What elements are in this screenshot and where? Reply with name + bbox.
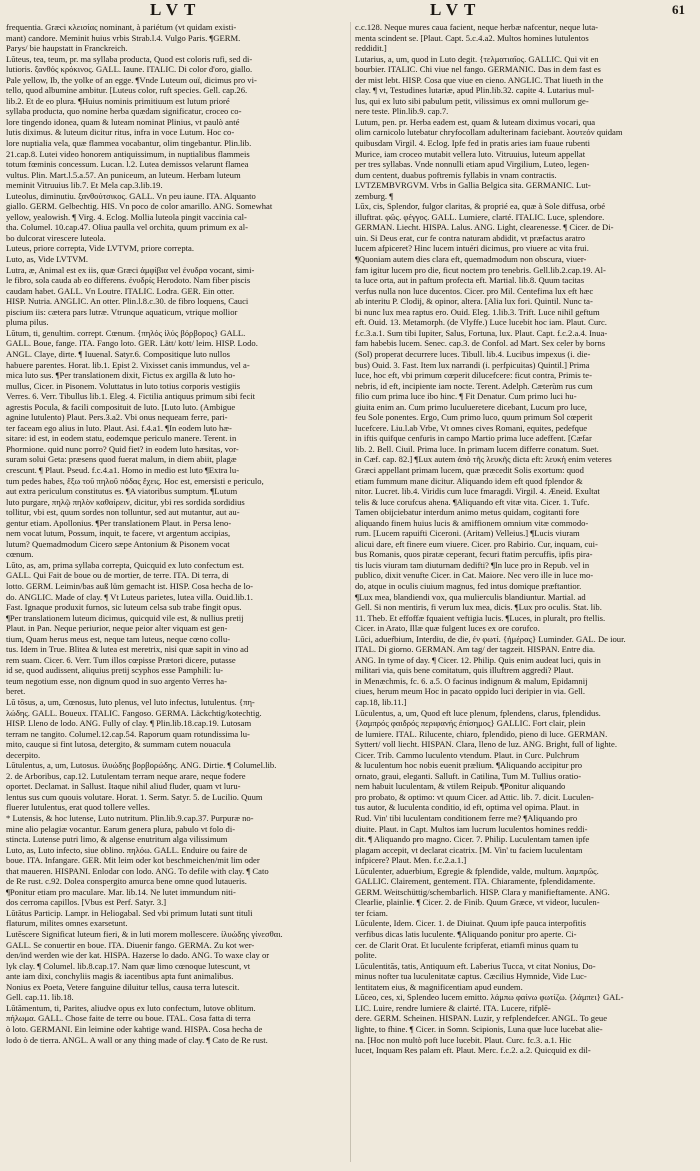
text-line: Lutēscere Significat luteum fieri, & in luti morem mollescere. ἰλυώδης γίνεσθαι.: [6, 929, 283, 940]
text-line: mito, cauque si fint lutosa, detergito, & summam cutem nouacula: [6, 739, 231, 750]
text-line: fam igitur lucem pro die, ficut noctem pro tenebris. Gell.lib.2.cap.19. Al-: [355, 264, 606, 275]
text-line: nem habuit luculentam, & vtilem Reipub. ¶Ponitur aliquando: [355, 781, 566, 792]
text-line: lib.2. Et de eo plura. ¶Huius nominis primitiuum est lutum prioré: [6, 95, 230, 106]
text-line: in Menæchmis, fc. 6. a.5. O facinus indignum & malum, Epidamnij: [355, 675, 588, 686]
text-line: HISP. Lleno de lodo. ANG. Fully of clay. ¶ Plin.lib.18.cap.19. Lutosam: [6, 718, 252, 729]
text-line: Fast. Ignaque produxit furnos, sic luteum celsa sub trabe fingit opus.: [6, 602, 242, 613]
text-line: Lutum, pen. pr. Herba eadem est, quam & luteam diximus vocari, qua: [355, 116, 596, 127]
text-line: bo dulcorat virescere luteola.: [6, 232, 106, 243]
text-line: Græci appellant primam lucem, quæ præcedit Solis exortum: quod: [355, 464, 584, 475]
text-line: piscium iis: cætera pars lutræ. Vtrunque aquaticum, vtrique mollior: [6, 306, 238, 317]
text-line: suram solui Geta: præsens quod fuerat malum, in diem abiit, plagæ: [6, 454, 237, 465]
text-line: Luto, as, Luto infecto, siue oblino. πηλόω. GALL. Enduire ou faire de: [6, 844, 248, 855]
text-line: tollitur, vbi est, quum sordes non tolluntur, sed aut mutantur, aut au-: [6, 507, 240, 518]
text-line: tus autor, & luculenta conditio, id eft, optima vel opima. Plaut. in: [355, 802, 580, 813]
text-line: ciues, herum meum Hoc in pacato oppido luci deripier in via. Gell.: [355, 686, 586, 697]
text-line: ¶Quoniam autem dies clara eft, quemadmodum non obscura, viuer-: [355, 254, 587, 265]
text-line: crescunt. ¶ Plaut. Pseud. f.c.4.a1. Homo in medio est luto ¶Extra lu-: [6, 464, 240, 475]
text-line: lyk clay. ¶ Columel. lib.8.cap.17. Nam quæ limo cœnoque lutescunt, vt: [6, 960, 251, 971]
text-line: ta luce orta, aut in paftum profecta eft. Martial. lib.8. Quum tacitas: [355, 275, 585, 286]
text-line: tello, quod albumine ambitur. [Luteus color, ruft species. Gell. cap.26.: [6, 85, 248, 96]
text-line: bus) Ouid. 3. Fast. Item lux narrandi (i. perfpicuitas) Quintil.] Prima: [355, 359, 590, 370]
text-line: Rud. Vin' tibi luculentam conditionem ferre me? ¶Aliquando pro: [355, 813, 578, 824]
text-line: lentitatem eius, & magnificentiam apud eundem.: [355, 981, 523, 992]
text-line: & luculentum hoc nobis euenit prælium. ¶Aliquando accipitur pro: [355, 760, 583, 771]
text-line: lore tingendo idonea, quam & luteam nominat Plinius, vt paulò anté: [6, 116, 240, 127]
text-line: gentur etiam. Apollonius. ¶Per translationem Plaut. in Persa leno-: [6, 517, 232, 528]
text-line: nere teste. Plin.lib.9. cap.7.: [355, 106, 449, 117]
text-line: decerpito.: [6, 749, 41, 760]
text-line: do, atque in oculis ciuium magnus, fed intus domique præftantior.: [355, 580, 582, 591]
text-line: rum. [Lucem rapuifti Ciceroni. (Aritam) Velleius.] ¶Lucis viuram: [355, 528, 580, 539]
text-line: lutis diximus. & luteum dicitur ritus, infra in voce Lutum. Hoc co-: [6, 127, 235, 138]
text-line: Lŭtātus Particip. Lampr. in Heliogabal. Sed vbi primum lutati sunt tituli: [6, 907, 253, 918]
text-line: Tamen obijciebatur interdum animo metus quidam, cogitanti fore: [355, 507, 580, 518]
text-line: verfibus dicas latis luculente. ¶Aliquando ponitur pro aperte. Ci-: [355, 929, 577, 940]
text-line: filio cum prima luce ibo hinc. ¶ Fit Denatur. Cum primo luci hu-: [355, 391, 577, 402]
text-line: bus Romanis, quos piratæ ceperant, fecuri ftatim percuffis, ipfis pira-: [355, 549, 593, 560]
text-line: le fibro, sola cauda ab eo differens. ἐνυδρίς Herodoto. Nam fiber piscis: [6, 275, 251, 286]
text-line: pro probato, & optimo: vt quum Cicer. ad Attic. lib. 7. dicit. Luculen-: [355, 791, 594, 802]
text-line: lentus sus cum quouis volutare. Horat. 1. Serm. Satyr. 5. de Lucilio. Quum: [6, 791, 263, 802]
text-line: tus. Idem in True. Blitea & lutea est meretrix, nisi quæ sapit in vino ad: [6, 644, 249, 655]
text-line: stincta. Lutense putri limo, & algense enutritum alga vilissimum: [6, 834, 228, 845]
text-line: nitor. Lucret. lib.4. Viridis cum luce fmaragdi. Virgil. 4. Æneid. Exultat: [355, 486, 600, 497]
text-line: Lūx, cis, Splendor, fulgor claritas, & proprié ea, quæ à Sole diffusa, orbé: [355, 201, 606, 212]
text-line: c.c.128. Neque mures caua facient, neque herbæ nafcentur, neque luta-: [355, 22, 599, 32]
text-line: dit. ¶ Aliquando pro magno. Cicer. 7. Philip. Luculentam tamen ipfe: [355, 834, 590, 845]
text-line: alicui dare, eft finere eum viuere. Cicer. pro Rabirio. Cur, inquam, cui-: [355, 538, 598, 549]
text-line: de Re rust. c.92. Dolea conspergito amurca bene omne quod lutaueris.: [6, 876, 247, 887]
text-line: in Cæf. cap. 82.] ¶Lux autem ἀπὸ τῆς λευκῆς dicta eft: λευκὴ enim veteres: [355, 454, 612, 465]
text-line: beret.: [6, 686, 26, 697]
text-line: ¶Per translationem luteum dicimus, quicquid vile est, & nullius pretij: [6, 612, 244, 623]
text-line: ab interitu P. Clodij, & opinor, altera. [Alia lux fori. Quintil. Nunc ta-: [355, 296, 593, 307]
text-line: ter faceam ego alius in luto. Plaut. Asi. f.4.a1. ¶In eodem luto hæ-: [6, 422, 232, 433]
text-line: Lŭtum, ti, genultim. corrept. Cœnum. {πηλός ἰλύς βόρβορος} GALL.: [6, 327, 246, 338]
text-line: LIC. Luire, rendre lumiere & clairté. ITA. Lucere, rifplē-: [355, 1002, 551, 1013]
text-line: GALLIC. Clairement, gentement. ITA. Chiaramente, fplendidamente.: [355, 876, 596, 887]
text-line: syllaba producta, quo nomine herba quædam significatur, croceo co-: [6, 106, 242, 117]
text-line: totum fœminis concessum. Lucan. l.2. Lutea demissos velarunt flamea: [6, 159, 249, 170]
text-line: Lūceo, ces, xi, Splendeo lucem emitto. λάμπω φαίνω φωτίζω. {λάμπει} GAL-: [355, 992, 624, 1003]
text-line: Cicer. in Arato, Illæ quæ fulgent luces ex ore corufco.: [355, 623, 540, 634]
text-line: menta scindent se. [Plaut. Capt. 5.c.4.a2. Multos homines lutulentos: [355, 32, 589, 43]
text-line: mullus, Cicer. in Pisonem. Voluttatus in luto totius corporis vestigiis: [6, 380, 241, 391]
text-line: terram ne tangito. Columel.12.cap.54. Raporum quam rotundissima lu-: [6, 728, 250, 739]
text-line: Lŭ tōsus, a, um, Cœnosus, luto plenus, vel luto infectus, lutulentus. {πη-: [6, 697, 255, 707]
text-line: yellow, yealowish. ¶ Virg. 4. Eclog. Mollia luteola pingit vaccinia cal-: [6, 211, 247, 222]
text-line: lighte, to fhine. ¶ Cicer. in Somn. Scipionis, Luna quæ luce lucebat alie-: [355, 1023, 603, 1034]
text-line: ante iam dixi, conchyliis magis & iacentibus apta funt animalibus.: [6, 971, 234, 982]
text-line: giuita enim an. Cum primo luculueretere dicebant, Lucum pro luce,: [355, 401, 587, 412]
text-line: eft. Ouid. 13. Metamorph. (de Vlyffe.) Luce lucebit hoc iam. Plaut. Curc.: [355, 317, 607, 328]
text-line: telis & luce corufcus ahena. ¶Aliquando eft vitæ vita. Cicer. 1. Tufc.: [355, 496, 590, 507]
text-line: do. ANGLIC. Made of clay. ¶ Vt Luteus parietes, lutea villa. Ouid.lib.1.: [6, 591, 253, 602]
text-line: den/ind werden wie der kat. HISPA. Hazerse lo dado. ANG. To waxe clay or: [6, 950, 270, 961]
text-line: rem suam. Cicer. 6. Verr. Tum illos cœpisse Prætori dicere, putasse: [6, 654, 236, 665]
text-line: uin. Si Deus erat, cur fe contra naturam abdidit, vt præfactus aratro: [355, 232, 586, 243]
text-line: illuftrat. φῶς. φέγγος. GALL. Lumiere, clarté. ITALIC. Luce, splendore.: [355, 211, 605, 222]
text-line: Lūculentus, a, um, Quod eft luce plenum, fplendens, clarus, fplendidus.: [355, 707, 601, 718]
text-line: Syttert/ voll liecht. HISPAN. Clara, lleno de luz. ANG. Bright, full of lighte.: [355, 739, 618, 750]
text-line: meminit Vitruuius lib.7. Et Mela cap.3.lib.19.: [6, 180, 163, 191]
text-line: habuere parentes. Horat. lib.1. Epist 2. Vixisset canis immundus, vel a-: [6, 359, 250, 370]
text-line: dos cerroma capillos. [Vbus est Perf. Satyr. 3.]: [6, 897, 167, 908]
text-line: nem vocat lutum, Possum, inquit, te facere, vt argentum accipias,: [6, 528, 231, 539]
text-line: Lŭteus, tea, teum, pr. ma syllaba producta, Quod est coloris rufi, sed di-: [6, 53, 253, 64]
text-line: infpicere? Plaut. Men. f.c.2.a.1.]: [355, 855, 467, 866]
text-line: agrestis Pocula, & facili composituit de luto. [Luto luto. (Ambigue: [6, 401, 236, 412]
text-line: sitare: id est, in eodem statu, eodemque periculo manere. Terent. in: [6, 433, 237, 444]
text-line: reddidit.]: [355, 43, 387, 54]
text-line: de lumiere. ITAL. Rilucente, chiaro, fplendido, pieno di luce. GERMAN.: [355, 728, 608, 739]
text-line: mant) candore. Meminit huius vrbis Strab.l.4. Vulgo Paris. ¶GERM.: [6, 32, 241, 43]
text-line: frequentia. Græci κλεισίας nominant, à pariétum (vt quidam existi-: [6, 22, 237, 32]
text-line: tum pedes habes, ἔξω τοῦ πηλοῦ πόδας ἔχεις. Hoc est, emersisti e periculo,: [6, 475, 264, 486]
text-line: ornato, graui, eleganti. Salluft. in Catilina, Tum M. Tullius oratio-: [355, 770, 582, 781]
text-line: verfus nulla non luce ducentos. Cicer. pro Mil. Centefima lux eft hæc: [355, 285, 594, 296]
text-line: lore nuptialia vela, quæ flammea vocabantur, olim tingebantur. Plin.lib.: [6, 138, 252, 149]
text-line: Luteolus, diminutiu. ξανθούτσικος. GALL. Vn peu iaune. ITA. Alquanto: [6, 190, 256, 201]
text-line: in iftis quifque cenfuris in campo Martio prima luce adeffent. [Cæfar: [355, 433, 592, 444]
text-line: oportet. Declamat. in Sallust. Itaque nihil aliud fluder, quam vt luru-: [6, 781, 241, 792]
running-head-right: LVT: [430, 0, 482, 19]
text-line: cœnum.: [6, 549, 34, 560]
text-line: nebris, id eft, incipiente iam nocte. Terent. Adelph. Cæterùm rus cum: [355, 380, 593, 391]
text-line: mica luto sus. ¶Per translationem dixit, Fictus ex argilla & luto ho-: [6, 370, 236, 381]
text-line: minus nofter tua luculenitatæ captus. Cæcilius Hymnide, Vide Luc-: [355, 971, 587, 982]
text-line: ter fciam.: [355, 907, 388, 918]
text-line: caudam habet. GALL. Vn Loutre. ITALIC. Lodra. GER. Ein otter.: [6, 285, 235, 296]
text-line: Cicer. Trib. Cammo luculento vtendum. Plaut. in Curc. Pulchrum: [355, 749, 580, 760]
text-line: cap.18, lib.11.]: [355, 697, 407, 707]
text-line: Clearlie, plainlie. ¶ Cicer. 2. de Finib. Quum Græce, vt videor, luculen-: [355, 897, 600, 908]
text-line: olim carnicolo lutebatur chryfocollam adulterinam faciebant. λουτεόν quidam: [355, 127, 623, 138]
text-line: quibusdam Virgil. 4. Eclog. Ipfe fed in pratis aries iam fuaue rubenti: [355, 138, 590, 149]
text-line: lodo ò de tierra. ANGL. A wall or any thing made of clay. ¶ Cato de Re rust.: [6, 1034, 268, 1045]
text-line: aliquando finem huius lucis & amiffionem omnium vitæ commodo-: [355, 517, 589, 528]
text-line: LVTZEMBVRGVM. Vrbs in Gallia Belgica sita. GERMANIC. Lut-: [355, 180, 591, 191]
text-line: Lŭtulentus, a, um, Lutosus. ἰλυώδης βορβορώδης. ANG. Dirtie. ¶ Columel.lib.: [6, 760, 277, 771]
text-line: Gell. cap.11. lib.18.: [6, 992, 74, 1003]
left-column: [6, 22, 342, 1045]
text-line: Parys/ bie haupstatt in Franckreich.: [6, 43, 128, 54]
running-head-left: LVT: [150, 0, 202, 19]
text-line: f.c.3.a.1. Sum tibi Iupiter, Salus, Fortuna, lux. Plaut. Capt. f.c.2.a.4. Inua-: [355, 327, 608, 338]
text-line: lutioris. ξανθός κρόκινος. GALL. Iaune. ITALIC. Di color d'oro, giallo.: [6, 64, 253, 75]
text-line: boue. ITA. Infangare. GER. Mit leim oder kot beschmeichen/mit lim oder: [6, 855, 260, 866]
text-line: Lūculenter, aduerbium, Egregie & fplendide, valde, multum. λαμπρῶς.: [355, 865, 599, 876]
text-line: Lutra, æ, Animal est ex iis, quæ Græci ἀμφίβια vel ἐνυδρα vocant, simi-: [6, 264, 255, 275]
text-line: lucefcere. Liu.l.ab Vrbe, Vt omnes cives Romani, equites, pedefque: [355, 422, 588, 433]
text-line: zemburg. ¶: [355, 190, 394, 201]
text-line: GALL. Se conuertir en boue. ITA. Diuenir fango. GERMA. Zu kot wer-: [6, 939, 255, 950]
text-line: 11. Theb. Et effoffæ fquaient veftigia lucis. ¶Luces, in pluralt, pro ftellis.: [355, 612, 606, 623]
text-line: πήλωμα. GALL. Chose faite de terre ou boue. ITAL. Cosa fatta di terra: [6, 1013, 251, 1024]
text-line: fluerer lutulentus, erat quod tollere velles.: [6, 802, 150, 813]
text-line: na. [Hoc non multò poft luce lucebit. Plaut. Curc. fc.3. a.1. Hic: [355, 1034, 572, 1045]
text-line: vultus. Plin. Mart.l.5.a.57. An puniceum, an luteum. Herbam luteum: [6, 169, 241, 180]
text-line: Murice, iam croceo mutabit vellera luto. Vitruuius, luteum appellat: [355, 148, 586, 159]
text-line: ANG. In tyme of day. ¶ Cicer. 12. Philip. Quis enim audeat luci, quis in: [355, 654, 601, 665]
text-line: id se, quod audissent, aliquius pretij scyphos esse Pamphili: lu-: [6, 665, 223, 676]
page-number: 61: [672, 2, 685, 17]
text-line: GALL. Boue, fange. ITA. Fango loto. GER. Lätt/ kott/ leim. HISP. Lodo.: [6, 338, 258, 349]
text-line: luce, hoc eft, vbi primum cœperit dilucefcere: ficut contra, Primis te-: [355, 370, 592, 381]
text-line: Pale yellow, Ib, the yolke of an egge. ¶Vnde Luteum ouï, dicimus pro vi-: [6, 74, 257, 85]
text-line: feu Sole ponentes. Ergo, Cum primo luco, quum primum Sol cœperit: [355, 412, 593, 423]
text-line: Nonius ex Poeta, Vetere fanguine diluitur tellus, causa terra lutescit.: [6, 981, 240, 992]
text-line: Lūculentitās, tatis, Antiquum eft. Laberius Tucca, vt citat Nonius, Do-: [355, 960, 596, 971]
text-line: lucem afpiceret? Hinc lucem intuéri dicimus, pro viuere ac vita frui.: [355, 243, 589, 254]
text-line: aut extra periculum constitutus es. ¶A viatoribus sumptum. ¶Lutum: [6, 486, 238, 497]
text-line: luto purgare, πηλῷ πηλὸν καθαίρειν, dicitur, ybi res sordida sordidius: [6, 496, 245, 507]
text-line: Luto, as, Vide LVTVM.: [6, 254, 89, 265]
text-line: (Sol) properat decurrere luces. Tibull. lib.4. Lucibus impexus (i. die-: [355, 348, 591, 359]
text-line: tium, Quam herus meus est, neque tam luteus, neque cœno collu-: [6, 633, 231, 644]
text-line: Lūculente, Idem. Cicer. 1. de Diuinat. Quum ipfe pauca interpofitis: [355, 918, 587, 929]
text-line: {λαμπρός φαιδρός περιφανής ἐπίσημος} GALLIC. Fort clair, plein: [355, 718, 586, 729]
text-line: ¶Ponitur etiam pro maculare. Mar. lib.14. Ne lutet immundum niti-: [6, 886, 236, 897]
text-line: Gell. Si non mentiris, fi verum lux mea, dicis. ¶Lux pro oculis. Stat. lib.: [355, 602, 602, 613]
text-line: lutum? Quemadmodum Cicero sæpe Antonium & Pisonem vocat: [6, 538, 230, 549]
text-line: polite.: [355, 950, 377, 961]
text-line: lib. 2. Bell. Ciuil. Prima luce. In primam lucem differre conatum. Suet.: [355, 443, 599, 454]
text-line: λώδης. GALL. Boueux. ITALIC. Fangoso. GERMA. Läckchtig/kotechtig.: [6, 707, 262, 718]
text-line: mine alio pelagiæ vocantur. Earum genera plura, pabulo vt folo di-: [6, 823, 236, 834]
text-line: ANGL. Claye, dirte. ¶ Iuuenal. Satyr.6. Compositique luto nullos: [6, 348, 230, 359]
text-line: ¶Lux mea, blandiendi vox, qua mulierculis blandiuntur. Martial. ad: [355, 591, 586, 602]
text-line: * Lutensis, & hoc lutense, Luto nutritum. Plin.lib.9.cap.37. Purpuræ no-: [6, 813, 254, 824]
text-line: lucet, Inquam Res palam eft. Plaut. Merc. f.c.2. a.2. Quicquid ex dil-: [355, 1045, 591, 1056]
text-line: ò loto. GERMANI. Ein leimine oder kahtige wand. HISPA. Cosa hecha de: [6, 1023, 263, 1034]
text-line: 2. de Arboribus, cap.12. Lutulentam terram neque arare, neque fodere: [6, 770, 246, 781]
text-line: diuite. Plaut. in Capt. Multos iam lucrum luculentos homines reddi-: [355, 823, 588, 834]
text-line: Lūci, adueŕbium, Interdiu, de die, ἐν φωτί. {ἡμέρας} Luminder. GAL. De iour.: [355, 633, 626, 644]
text-line: cer. de Clarit Orat. Et luculente fcripferat, etiamfi minus quam tu: [355, 939, 579, 950]
text-line: Lutarius, a, um, quod in Luto degit. {τελματιαῖος. GALLIC. Qui vit en: [355, 53, 599, 64]
text-line: clay. ¶ vt, Testudines lutariæ, apud Plin.lib.32. capite 4. Lutarius mul-: [355, 85, 595, 96]
text-line: publico, dixit venufte Cicer. in Cat. Maiore. Nec vero ille in luce mo-: [355, 570, 594, 581]
column-divider: [350, 22, 351, 1162]
text-line: Plaut. in Pan. Neque periurior, neque peior alter viquam est gen-: [6, 623, 228, 634]
text-line: Phormione. quid nunc porro? Quid fiet? in eodem luto hæsitas, vor-: [6, 443, 239, 454]
text-line: Lŭto, as, am, prima syllaba correpta, Quicquid ex luto confectum est.: [6, 559, 244, 570]
text-line: GALL. Qui Fait de boue ou de mortier, de terre. ITA. Di terra, di: [6, 570, 229, 581]
text-line: HISP. Nutria. ANGLIC. An otter. Plin.l.8.c.30. de fibro loquens, Cauci: [6, 296, 249, 307]
right-column: [355, 22, 691, 1056]
text-line: fam habebis lucem. Senec. cap.3. de Confol. ad Mart. Sex celer by borns: [355, 338, 606, 349]
text-line: Lŭtāmentum, ti, Parites, aliudve opus ex luto confectum, lutove oblitum.: [6, 1002, 256, 1013]
text-line: agnine lutulento) Plaut. Pers.3.a2. Vbi onus nequeam ferre, pari-: [6, 412, 228, 423]
text-line: dum centent, duabus poftremis fyllabis in vnam contractis.: [355, 169, 557, 180]
text-line: that maueren. HISPANI. Enlodar con lodo. ANG. To defile with clay. ¶ Cato: [6, 865, 269, 876]
text-line: lus, qui ex luto sibi pabulum petit, vilissimus ex omni mullorum ge-: [355, 95, 589, 106]
text-line: etiam fummum mane dicitur. Aliquando idem eft quod fplendor &: [355, 475, 583, 486]
text-line: flaturum, milites omnes exarsetunt.: [6, 918, 128, 929]
text-line: dere. GERM. Scheinen. HISPAN. Luzir, y refplendefcer. ANGL. To geue: [355, 1013, 608, 1024]
text-line: bi nunc lux mea raptus ero. Ouid. Eleg. 1.lib.3. Trift. Luce nihil geftum: [355, 306, 600, 317]
text-line: Luteus, priore correpta, Vide LVTVM, priore correpta.: [6, 243, 195, 254]
text-line: der mist lebt. HISP. Cosa que viue en cieno. ANGLIC. That liueth in the: [355, 74, 604, 85]
text-line: GERM. Weitschüttig/schembarlich. HISP. Clara y manifieftamente. ANG.: [355, 886, 610, 897]
text-line: pluma pilus.: [6, 317, 49, 328]
text-line: Verres. 6. Verr. Tibullus lib.1. Eleg. 4. Fictilia antiquus primum sibi fecit: [6, 391, 256, 402]
text-line: GERMAN. Liecht. HISPA. Lalus. ANG. Light, clearenesse. ¶ Cicer. de Di-: [355, 222, 614, 233]
text-line: tha. Columel. 10.cap.47. Oliua paulla vel orchita, quum primum ex al-: [6, 222, 248, 233]
text-line: tis lucis viuram tam diuturnam dedifti? ¶In luce pro in Repub. vel in: [355, 559, 590, 570]
text-line: ITAL. Di giorno. GERMAN. Am tag/ der tagzeit. HISPAN. Entre dia.: [355, 644, 596, 655]
text-line: 21.cap.8. Lutei video honorem antiquissimum, in nuptialibus flammeis: [6, 148, 250, 159]
text-line: lotto. GERM. Leimin/bas auß lüm gemacht ist. HISP. Cosa hecha de lo-: [6, 580, 254, 591]
text-line: per tres syllabas. Vnde nonnulli etiam apud Virgilium, Luteo, legen-: [355, 159, 590, 170]
text-line: plagam accepit, vt declarat cicatrix. [M. Vin' tu faciem luculentam: [355, 844, 583, 855]
text-line: militari via, quis bene comitatum, quis illuftrem aggredi? Plaut.: [355, 665, 574, 676]
text-line: giallo. GERM. Gelbechtig. HIS. Vn poco de color amarillo. ANG. Somewhat: [6, 201, 273, 212]
text-line: teum negotium esse, non dignum quod in suo argento Verres ha-: [6, 675, 227, 686]
text-line: bourbier. ITALIC. Chi viue nel fango. GERMANIC. Das in dem fast es: [355, 64, 601, 75]
